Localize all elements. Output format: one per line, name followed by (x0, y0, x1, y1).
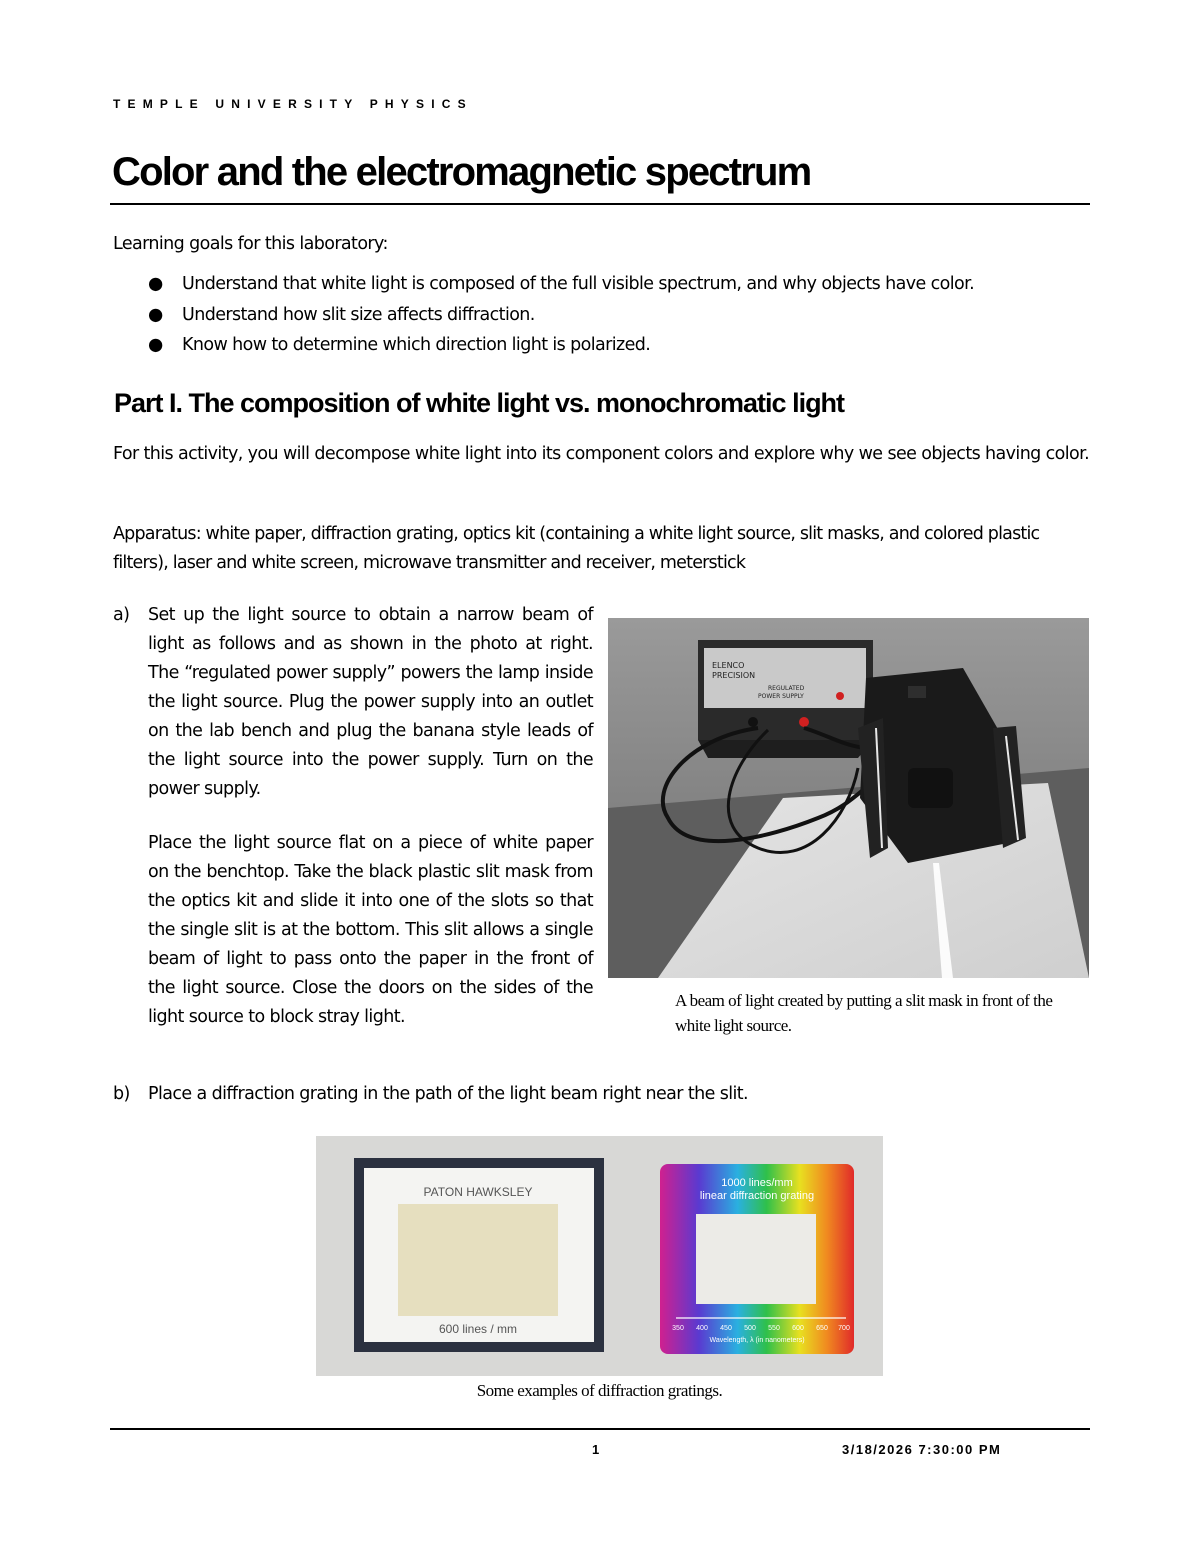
title-rule (110, 203, 1090, 205)
section-heading-part1: Part I. The composition of white light vs. monochromatic light (114, 388, 845, 418)
bullet-icon: ● (148, 274, 163, 294)
device-label: POWER SUPPLY (758, 693, 804, 700)
photo1-caption: A beam of light created by putting a slit mask in front of the white light source. (675, 991, 1053, 1035)
device-label: REGULATED (768, 685, 805, 692)
diffraction-gratings-photo (316, 1136, 883, 1376)
scale-tick: 650 (816, 1325, 828, 1332)
light-source-photo (608, 618, 1089, 978)
step-label: a) (113, 605, 130, 625)
bullet-icon: ● (148, 335, 163, 355)
goal-text: Know how to determine which direction light is polarized. (182, 335, 651, 355)
page-title: Color and the electromagnetic spectrum (112, 150, 811, 194)
grating2-subtitle: linear diffraction grating (699, 1190, 815, 1202)
goal-text: Understand how slit size affects diffraction. (182, 304, 535, 325)
list-item (148, 301, 974, 332)
step-a (113, 601, 593, 1032)
grating2-title: 1000 lines/mm (721, 1177, 793, 1189)
step-label: b) (113, 1084, 130, 1104)
scale-tick: 350 (672, 1325, 684, 1332)
photo2-caption: Some examples of diffraction gratings. (476, 1381, 723, 1400)
footer-rule (110, 1428, 1090, 1430)
scale-tick: 550 (768, 1325, 780, 1332)
list-item (148, 331, 974, 362)
step-b-text: Place a diffraction grating in the path of the light beam right near the slit. (148, 1084, 748, 1104)
running-head: TEMPLE UNIVERSITY PHYSICS (113, 97, 473, 111)
step-b (113, 1080, 1093, 1109)
scale-tick: 700 (838, 1325, 850, 1332)
scale-axis-label: Wavelength, λ (in nanometers) (709, 1337, 805, 1344)
grating-brand: PATON HAWKSLEY (423, 1185, 533, 1199)
scale-tick: 500 (744, 1325, 756, 1332)
scale-tick: 600 (792, 1325, 804, 1332)
scale-tick: 400 (696, 1325, 708, 1332)
apparatus-list: Apparatus: white paper, diffraction grating, optics kit (containing a white light source, slit masks, and colored plastic filters), laser and white screen, microwave transmitter and receiver, meterstick (113, 524, 1040, 573)
grating-lines: 600 lines / mm (438, 1322, 518, 1336)
device-label: PRECISION (712, 671, 756, 680)
part1-intro: For this activity, you will decompose white light into its component colors and explore why we see objects having color. (113, 444, 1090, 464)
list-item (148, 270, 974, 301)
scale-tick: 450 (720, 1325, 732, 1332)
device-label: ELENCO (712, 661, 745, 670)
learning-goals-intro: Learning goals for this laboratory: (113, 234, 388, 254)
bullet-icon: ● (148, 304, 163, 325)
page-number: 1 (592, 1442, 601, 1457)
step-a-para1: Set up the light source to obtain a narrow beam of light as follows and as shown in the photo at right. The “regulated power supply” powers the lamp inside the light source. Plug the power supply into an outlet on the lab bench and plug the banana style leads of the light source into the power supply. Turn on the power supply. (148, 605, 593, 799)
learning-goals-list (148, 270, 974, 362)
goal-text: Understand that white light is composed of the full visible spectrum, and why objects have color. (182, 274, 975, 294)
print-timestamp: 3/18/2026 7:30:00 PM (842, 1442, 1002, 1457)
step-a-para2: Place the light source flat on a piece of white paper on the benchtop. Take the black plastic slit mask from the optics kit and slide it into one of the slots so that the single slit is at the bottom. This slit allows a single beam of light to pass onto the paper in the front of the light source. Close the doors on the sides of the light source to block stray light. (148, 833, 593, 1027)
